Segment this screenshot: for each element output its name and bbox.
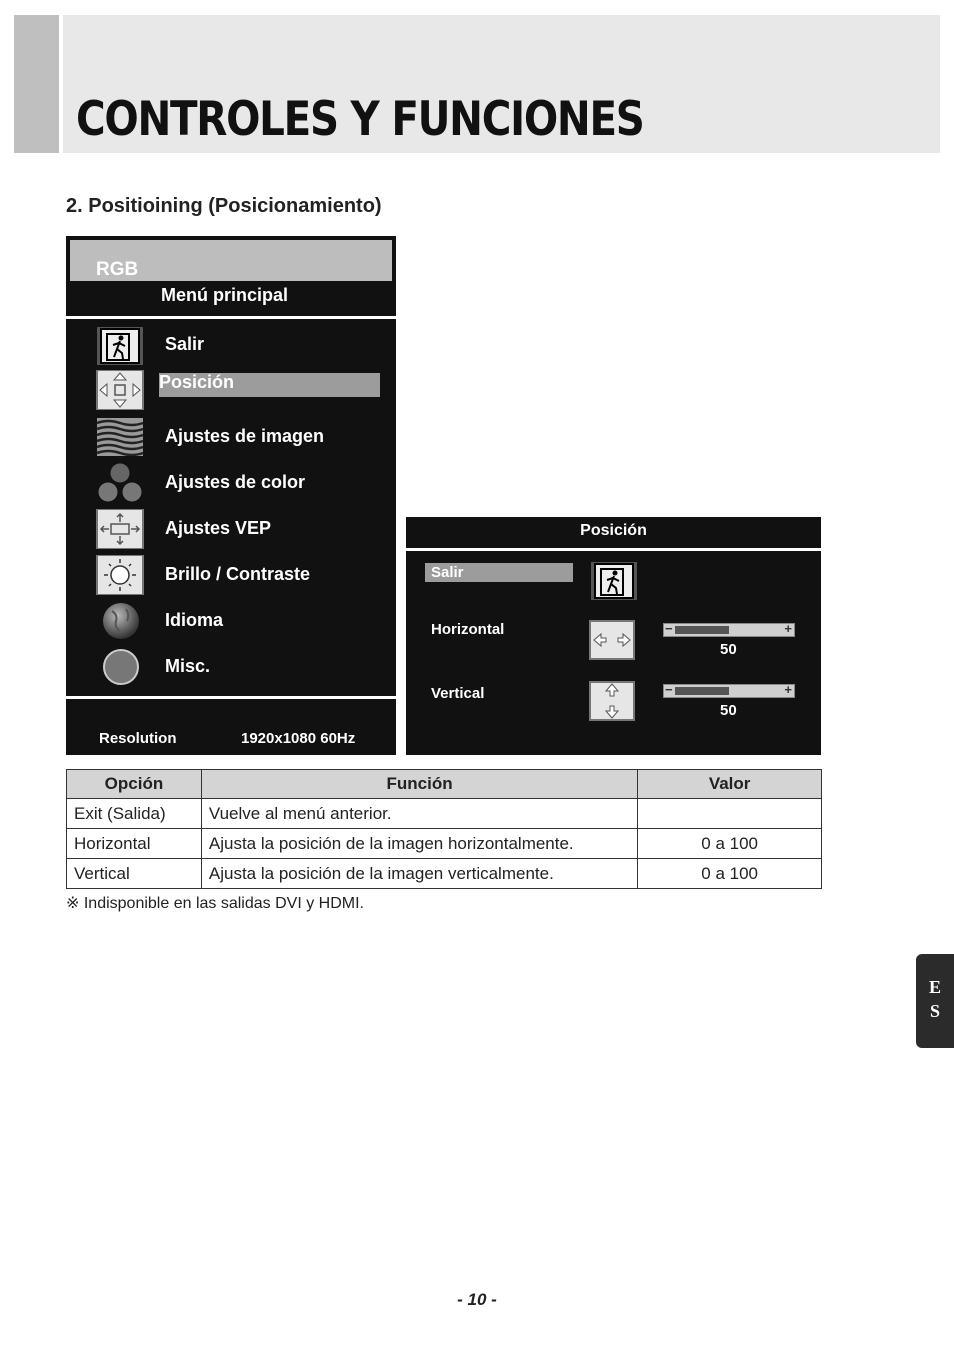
- vertical-arrows-icon: [589, 681, 635, 721]
- position-icon: [96, 370, 144, 410]
- vertical-value: 50: [720, 702, 737, 719]
- osd-item-label: Idioma: [165, 610, 224, 630]
- table-header-cell: Valor: [638, 770, 822, 799]
- table-cell: Vertical: [67, 859, 202, 889]
- page-number: - 10 -: [457, 1290, 497, 1309]
- table-cell: Horizontal: [67, 829, 202, 859]
- header-side-block: [14, 15, 59, 153]
- osd-item-color-settings[interactable]: [66, 463, 396, 509]
- minus-icon: −: [665, 682, 673, 697]
- section-title: 2. Positioining (Posicionamiento): [66, 195, 382, 217]
- vertical-slider[interactable]: [663, 684, 795, 698]
- osd-main-header: [66, 236, 396, 316]
- minus-icon: −: [665, 621, 673, 636]
- plus-icon: +: [784, 682, 792, 697]
- language-tab: [916, 954, 954, 1048]
- osd-submenu: [406, 551, 821, 755]
- table-row: [67, 859, 822, 889]
- osd-item-label: Salir: [165, 334, 205, 354]
- table-header-row: [67, 770, 822, 799]
- osd-item-brightness[interactable]: [66, 555, 396, 601]
- osd-resolution-bar: [66, 699, 396, 755]
- osd-item-label: Ajustes de color: [165, 472, 306, 492]
- horizontal-slider-fill: [675, 626, 729, 634]
- globe-icon: [96, 601, 144, 641]
- table-row: [67, 829, 822, 859]
- color-settings-icon: [96, 463, 144, 503]
- osd-item-position[interactable]: [66, 319, 396, 392]
- osd-item-image-settings[interactable]: [66, 417, 396, 463]
- table-cell: Ajusta la posición de la imagen verticalmente.: [201, 859, 637, 889]
- osd-source-label: RGB: [96, 259, 139, 280]
- osd-main-menu: [66, 319, 396, 696]
- resolution-label: Resolution: [99, 730, 177, 747]
- brightness-icon: [96, 555, 144, 595]
- table-header-cell: Opción: [67, 770, 202, 799]
- osd-item-label: Ajustes de imagen: [165, 426, 325, 446]
- language-tab-letter: E: [928, 977, 941, 997]
- exit-icon: [591, 561, 637, 601]
- osd-item-label: Brillo / Contraste: [165, 564, 311, 584]
- vertical-label: Vertical: [431, 685, 485, 702]
- submenu-exit-item[interactable]: Salir: [431, 564, 464, 581]
- resolution-value: 1920x1080 60Hz: [241, 730, 356, 747]
- options-table: [66, 769, 822, 889]
- osd-item-misc[interactable]: [66, 647, 396, 693]
- table-cell: 0 a 100: [638, 859, 822, 889]
- misc-icon: [96, 647, 144, 687]
- horizontal-value: 50: [720, 641, 737, 658]
- language-tab-letter: S: [929, 1001, 940, 1021]
- horizontal-label: Horizontal: [431, 621, 505, 638]
- table-header-cell: Función: [201, 770, 637, 799]
- osd-item-label: Misc.: [165, 656, 211, 676]
- table-cell: 0 a 100: [638, 829, 822, 859]
- osd-item-label: Posición: [159, 372, 235, 392]
- osd-item-label: Ajustes VEP: [165, 518, 272, 538]
- footnote: ※ Indisponible en las salidas DVI y HDMI.: [66, 895, 364, 912]
- table-cell: [638, 799, 822, 829]
- image-settings-icon: [96, 417, 144, 457]
- osd-item-vep-settings[interactable]: [66, 509, 396, 555]
- page-title: CONTROLES Y FUNCIONES: [76, 92, 644, 147]
- table-row: [67, 799, 822, 829]
- table-cell: Ajusta la posición de la imagen horizontalmente.: [201, 829, 637, 859]
- osd-item-language[interactable]: [66, 601, 396, 647]
- table-cell: Vuelve al menú anterior.: [201, 799, 637, 829]
- osd-menu-title: Menú principal: [161, 285, 289, 305]
- table-cell: Exit (Salida): [67, 799, 202, 829]
- vertical-slider-fill: [675, 687, 729, 695]
- horizontal-arrows-icon: [589, 620, 635, 660]
- vep-settings-icon: [96, 509, 144, 549]
- osd-submenu-header: [406, 517, 821, 548]
- horizontal-slider[interactable]: [663, 623, 795, 637]
- osd-submenu-title: Posición: [580, 522, 647, 539]
- plus-icon: +: [784, 621, 792, 636]
